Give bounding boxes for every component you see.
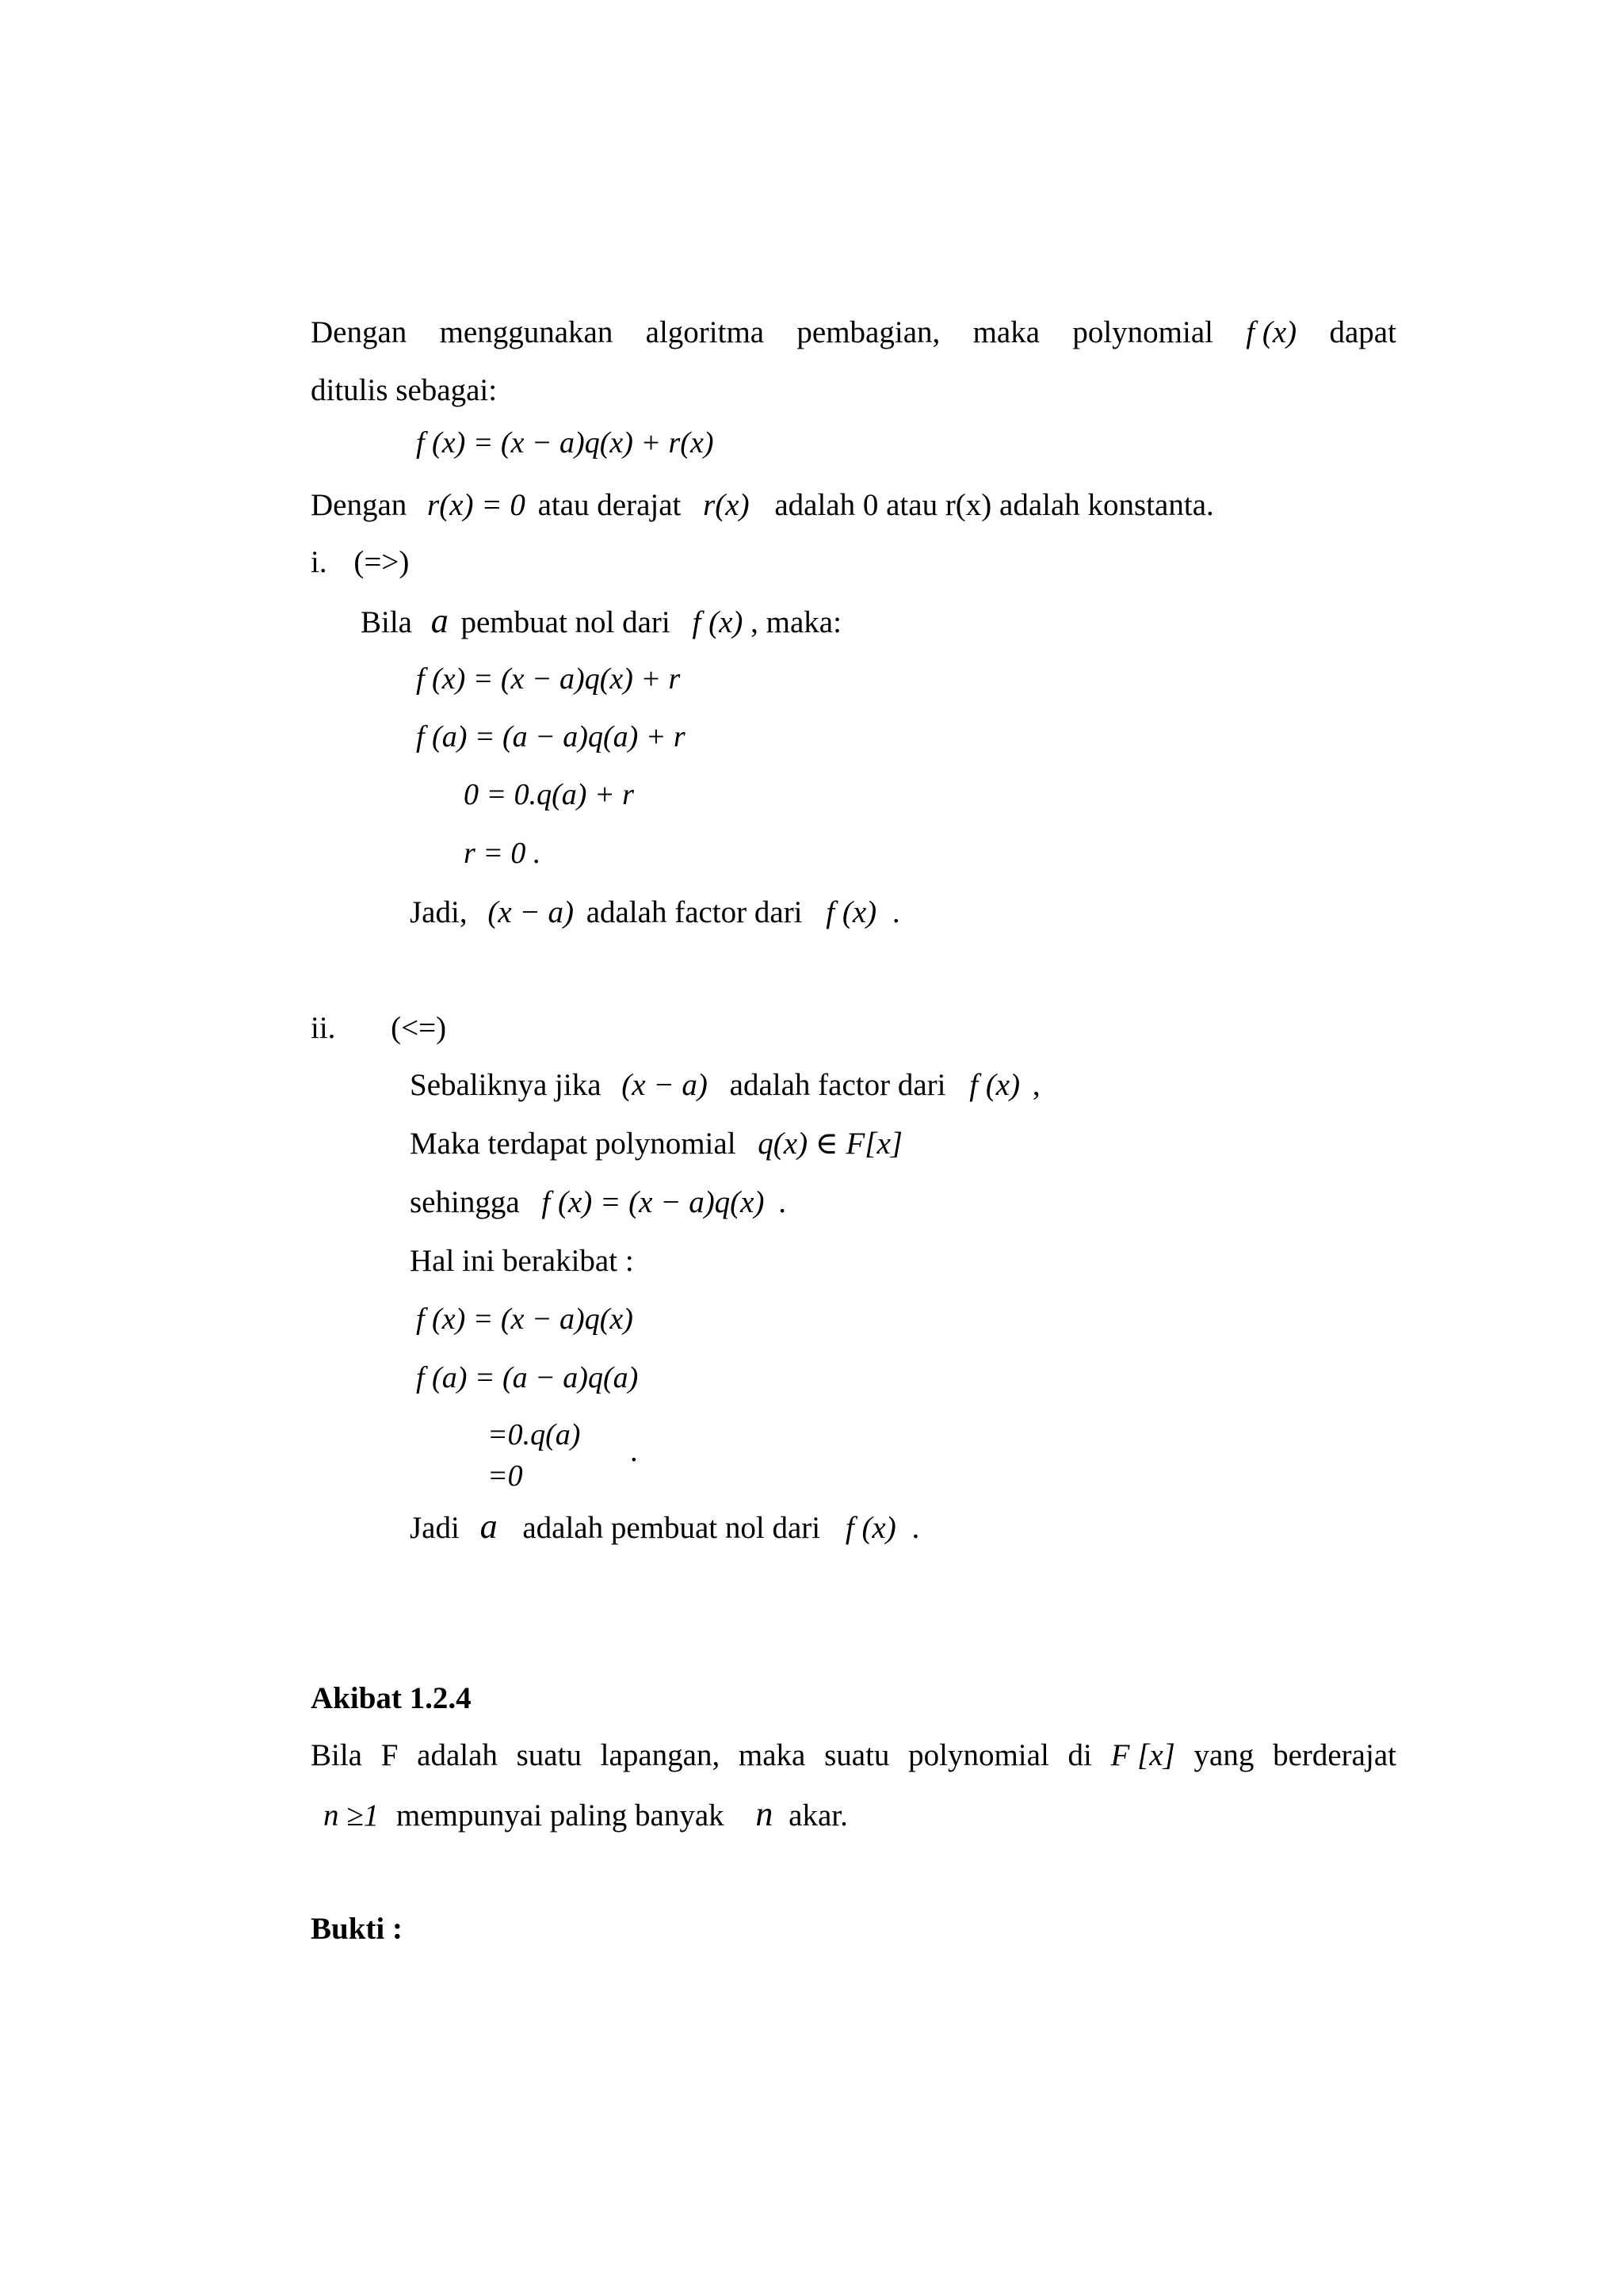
word: yang (1193, 1738, 1254, 1772)
part-ii-marker (311, 1013, 446, 1043)
math-fx: f (x) (969, 1068, 1021, 1102)
akibat-line-2 (323, 1794, 848, 1833)
math-a: a (479, 1507, 498, 1546)
math-n: n (755, 1794, 773, 1833)
word: adalah factor dari (729, 1068, 946, 1102)
word: suatu (516, 1738, 582, 1772)
part-i-marker (311, 547, 409, 578)
math-x-minus-a: (x − a) (487, 895, 574, 929)
period: . (911, 1511, 920, 1545)
word: atau derajat (537, 488, 682, 522)
list-marker: i. (311, 545, 327, 579)
math-fx: f (x) (1246, 315, 1297, 349)
proof-heading: Bukti : (311, 1912, 403, 1946)
word: polynomial (1072, 315, 1213, 349)
word: polynomial (908, 1738, 1049, 1772)
word: adalah (417, 1738, 498, 1772)
word: menggunakan (439, 315, 613, 349)
comma: , (1032, 1068, 1041, 1102)
word: adalah 0 atau r(x) adalah konstanta. (774, 488, 1214, 522)
math-fx: f (x) (845, 1511, 896, 1545)
part-i-conclusion (410, 897, 900, 928)
word: Jadi (410, 1511, 460, 1545)
word: di (1067, 1738, 1092, 1772)
equation-ii-2: f (a) = (a − a)q(a) (416, 1361, 639, 1394)
math-r-zero: r(x) = 0 (427, 488, 525, 522)
akibat-line-1 (311, 1740, 1396, 1771)
math-fx: f (x) (826, 895, 877, 929)
word: akar. (789, 1798, 848, 1833)
word: berderajat (1273, 1738, 1396, 1772)
math-a: a (430, 601, 449, 640)
section-heading: Akibat 1.2.4 (311, 1681, 472, 1715)
part-ii-hal: Hal ini berakibat : (410, 1244, 634, 1278)
word: lapangan, (600, 1738, 720, 1772)
word: Jadi, (410, 895, 468, 929)
part-i-bila (361, 601, 842, 640)
equation-ii-3: =0.q(a) (487, 1418, 581, 1451)
word: Dengan (311, 488, 407, 522)
math-x-minus-a: (x − a) (621, 1068, 708, 1102)
implication-arrow: (=>) (353, 545, 410, 579)
equation-i-4: r = 0 . (464, 837, 541, 870)
equation-i-3: 0 = 0.q(a) + r (464, 778, 634, 811)
equation-division: f (x) = (x − a)q(x) + r(x) (416, 426, 714, 460)
math-Fx: F [x] (1110, 1738, 1175, 1772)
intro-line-2: ditulis sebagai: (311, 373, 498, 407)
word: Bila (361, 605, 412, 639)
math-n-ge-1: n ≥1 (323, 1798, 380, 1833)
equation-i-1: f (x) = (x − a)q(x) + r (416, 662, 681, 696)
word: mempunyai paling banyak (395, 1798, 724, 1833)
period: . (892, 895, 900, 929)
word: Sebaliknya jika (410, 1068, 601, 1102)
word: algoritma (645, 315, 765, 349)
word: Maka terdapat polynomial (410, 1127, 736, 1161)
math-qx-in-Fx: q(x) ∈ F[x] (758, 1127, 903, 1161)
word: maka (738, 1738, 806, 1772)
part-ii-conclusion (410, 1509, 919, 1544)
math-fx: f (x) (692, 605, 743, 639)
part-ii-sebaliknya (410, 1070, 1041, 1100)
equation-ii-4: =0 (487, 1459, 523, 1493)
list-marker: ii. (311, 1011, 336, 1045)
word: adalah pembuat nol dari (522, 1511, 821, 1545)
period: . (778, 1185, 786, 1219)
part-ii-maka (410, 1128, 903, 1159)
period: . (630, 1434, 638, 1468)
intro-line-3 (311, 490, 1214, 521)
word: adalah factor dari (586, 895, 803, 929)
word: pembuat nol dari (460, 605, 670, 639)
word: Dengan (311, 315, 407, 349)
word: Bila (311, 1738, 362, 1772)
intro-line-1 (311, 317, 1396, 348)
equation-i-2: f (a) = (a − a)q(a) + r (416, 720, 685, 753)
implication-arrow: (<=) (391, 1011, 447, 1045)
equation-ii-1: f (x) = (x − a)q(x) (416, 1302, 633, 1336)
word: sehingga (410, 1185, 520, 1219)
part-ii-sehingga (410, 1187, 786, 1218)
math-equation: f (x) = (x − a)q(x) (541, 1185, 765, 1219)
math-rx: r(x) (703, 488, 750, 522)
word: dapat (1329, 315, 1396, 349)
word: maka (972, 315, 1041, 349)
word: F (380, 1738, 399, 1772)
word: , maka: (750, 605, 842, 639)
word: suatu (824, 1738, 890, 1772)
word: pembagian, (796, 315, 941, 349)
